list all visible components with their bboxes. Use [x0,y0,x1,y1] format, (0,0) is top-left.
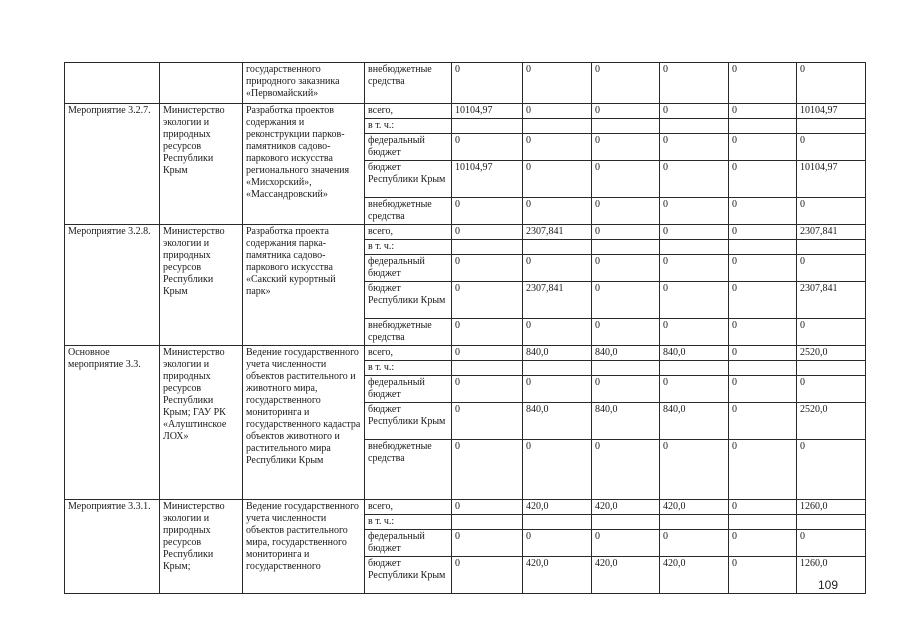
value-cell: 0 [592,198,660,225]
description-cell: Разработка проектов содержания и реконструкции парков-памятников садово-паркового искусства регионального значения «Мисхорский», «Массандровский» [243,104,365,225]
funding-source: внебюджетные средства [365,319,452,346]
value-cell: 0 [729,346,797,361]
value-cell [523,515,592,530]
value-cell: 0 [523,161,592,198]
table-row [65,500,866,515]
funding-source: в т. ч.: [365,361,452,376]
value-cell [729,119,797,134]
value-cell: 0 [452,346,523,361]
executor-cell [160,63,243,104]
description-cell: Ведение государственного учета численности объектов растительного мира, государственного мониторинга и государственного [243,500,365,594]
value-cell: 0 [729,225,797,240]
funding-source: бюджет Республики Крым [365,161,452,198]
value-cell: 0 [452,319,523,346]
value-cell [452,515,523,530]
value-cell: 0 [523,198,592,225]
value-cell: 0 [592,319,660,346]
funding-source: в т. ч.: [365,119,452,134]
value-cell: 0 [452,282,523,319]
value-cell: 0 [729,440,797,500]
budget-table [64,62,866,594]
value-cell: 0 [523,134,592,161]
value-cell: 0 [660,319,729,346]
value-cell: 0 [452,198,523,225]
block-name: Мероприятие 3.3.1. [65,500,160,594]
value-cell: 0 [452,440,523,500]
value-cell: 0 [452,134,523,161]
value-cell: 0 [660,282,729,319]
value-cell: 0 [660,530,729,557]
table-row [65,225,866,240]
value-cell: 840,0 [523,346,592,361]
value-cell: 0 [452,376,523,403]
value-cell: 420,0 [592,500,660,515]
value-cell [523,361,592,376]
value-cell: 0 [660,134,729,161]
value-cell: 840,0 [592,346,660,361]
value-cell: 0 [592,255,660,282]
value-cell: 0 [523,104,592,119]
value-cell: 420,0 [523,500,592,515]
value-cell: 2307,841 [797,225,866,240]
value-cell: 0 [729,319,797,346]
value-cell: 0 [523,255,592,282]
funding-source: федеральный бюджет [365,134,452,161]
value-cell: 0 [729,530,797,557]
value-cell [592,515,660,530]
value-cell [660,361,729,376]
value-cell: 2307,841 [797,282,866,319]
value-cell: 0 [660,104,729,119]
value-cell: 840,0 [660,346,729,361]
funding-source: всего, [365,346,452,361]
value-cell [797,119,866,134]
funding-source: внебюджетные средства [365,63,452,104]
value-cell [452,119,523,134]
value-cell: 0 [729,255,797,282]
funding-source: федеральный бюджет [365,255,452,282]
value-cell: 0 [660,376,729,403]
value-cell: 0 [797,376,866,403]
value-cell: 0 [660,198,729,225]
value-cell [660,240,729,255]
block-name: Мероприятие 3.2.8. [65,225,160,346]
value-cell: 420,0 [592,557,660,594]
value-cell: 0 [592,282,660,319]
value-cell: 10104,97 [452,161,523,198]
value-cell: 0 [660,440,729,500]
funding-source: федеральный бюджет [365,376,452,403]
value-cell [797,240,866,255]
table-row [65,104,866,119]
executor-cell: Министерство экологии и природных ресурсов Республики Крым [160,225,243,346]
executor-cell: Министерство экологии и природных ресурсов Республики Крым; ГАУ РК «Алуштинское ЛОХ» [160,346,243,500]
value-cell: 0 [797,255,866,282]
value-cell: 0 [729,557,797,594]
value-cell: 0 [729,104,797,119]
value-cell [729,240,797,255]
value-cell: 0 [797,319,866,346]
funding-source: федеральный бюджет [365,530,452,557]
value-cell: 0 [592,134,660,161]
value-cell: 0 [660,161,729,198]
value-cell: 0 [452,500,523,515]
value-cell: 0 [660,225,729,240]
value-cell: 0 [523,63,592,104]
value-cell: 0 [452,63,523,104]
value-cell [523,119,592,134]
value-cell: 0 [797,530,866,557]
value-cell [452,361,523,376]
value-cell: 10104,97 [452,104,523,119]
value-cell: 0 [452,225,523,240]
value-cell [729,361,797,376]
value-cell: 0 [729,376,797,403]
value-cell: 0 [523,319,592,346]
table-row [65,346,866,361]
value-cell: 0 [592,440,660,500]
funding-source: внебюджетные средства [365,198,452,225]
funding-source: бюджет Республики Крым [365,557,452,594]
value-cell: 0 [729,403,797,440]
value-cell: 0 [729,134,797,161]
value-cell: 0 [523,530,592,557]
funding-source: в т. ч.: [365,515,452,530]
funding-source: бюджет Республики Крым [365,282,452,319]
value-cell: 2307,841 [523,225,592,240]
value-cell: 0 [592,63,660,104]
value-cell: 840,0 [523,403,592,440]
value-cell [797,515,866,530]
block-name [65,63,160,104]
value-cell [592,361,660,376]
value-cell: 10104,97 [797,104,866,119]
table-row [65,63,866,104]
value-cell: 0 [797,440,866,500]
value-cell [452,240,523,255]
value-cell: 0 [452,255,523,282]
value-cell: 1260,0 [797,557,866,594]
value-cell: 2520,0 [797,403,866,440]
value-cell: 0 [592,161,660,198]
value-cell: 0 [592,530,660,557]
value-cell [523,240,592,255]
value-cell: 0 [592,376,660,403]
value-cell: 420,0 [660,557,729,594]
value-cell: 840,0 [660,403,729,440]
value-cell: 10104,97 [797,161,866,198]
funding-source: всего, [365,500,452,515]
value-cell: 2520,0 [797,346,866,361]
value-cell: 0 [729,63,797,104]
value-cell [797,361,866,376]
funding-source: в т. ч.: [365,240,452,255]
value-cell: 0 [797,63,866,104]
value-cell: 0 [592,104,660,119]
value-cell: 1260,0 [797,500,866,515]
page-number: 109 [818,578,839,592]
value-cell: 0 [592,225,660,240]
description-cell: Ведение государственного учета численности объектов растительного и животного мира, государственного мониторинга и государственного кадастра объектов животного и растительного мира Республики Крым [243,346,365,500]
value-cell: 0 [797,198,866,225]
value-cell: 0 [729,161,797,198]
value-cell: 0 [729,198,797,225]
value-cell: 0 [660,63,729,104]
value-cell: 420,0 [523,557,592,594]
value-cell [660,515,729,530]
value-cell: 0 [729,282,797,319]
block-name: Основное мероприятие 3.3. [65,346,160,500]
value-cell: 0 [523,376,592,403]
funding-source: всего, [365,104,452,119]
value-cell [729,515,797,530]
executor-cell: Министерство экологии и природных ресурсов Республики Крым; [160,500,243,594]
description-cell: государственного природного заказника «Первомайский» [243,63,365,104]
value-cell: 840,0 [592,403,660,440]
description-cell: Разработка проекта содержания парка-памятника садово-паркового искусства «Сакский курортный парк» [243,225,365,346]
block-name: Мероприятие 3.2.7. [65,104,160,225]
value-cell: 0 [452,403,523,440]
value-cell: 2307,841 [523,282,592,319]
value-cell: 0 [797,134,866,161]
value-cell [592,119,660,134]
value-cell: 0 [452,557,523,594]
value-cell: 0 [660,255,729,282]
value-cell: 0 [729,500,797,515]
value-cell: 0 [523,440,592,500]
value-cell [660,119,729,134]
executor-cell: Министерство экологии и природных ресурсов Республики Крым [160,104,243,225]
funding-source: всего, [365,225,452,240]
value-cell: 420,0 [660,500,729,515]
funding-source: бюджет Республики Крым [365,403,452,440]
funding-source: внебюджетные средства [365,440,452,500]
value-cell: 0 [452,530,523,557]
value-cell [592,240,660,255]
